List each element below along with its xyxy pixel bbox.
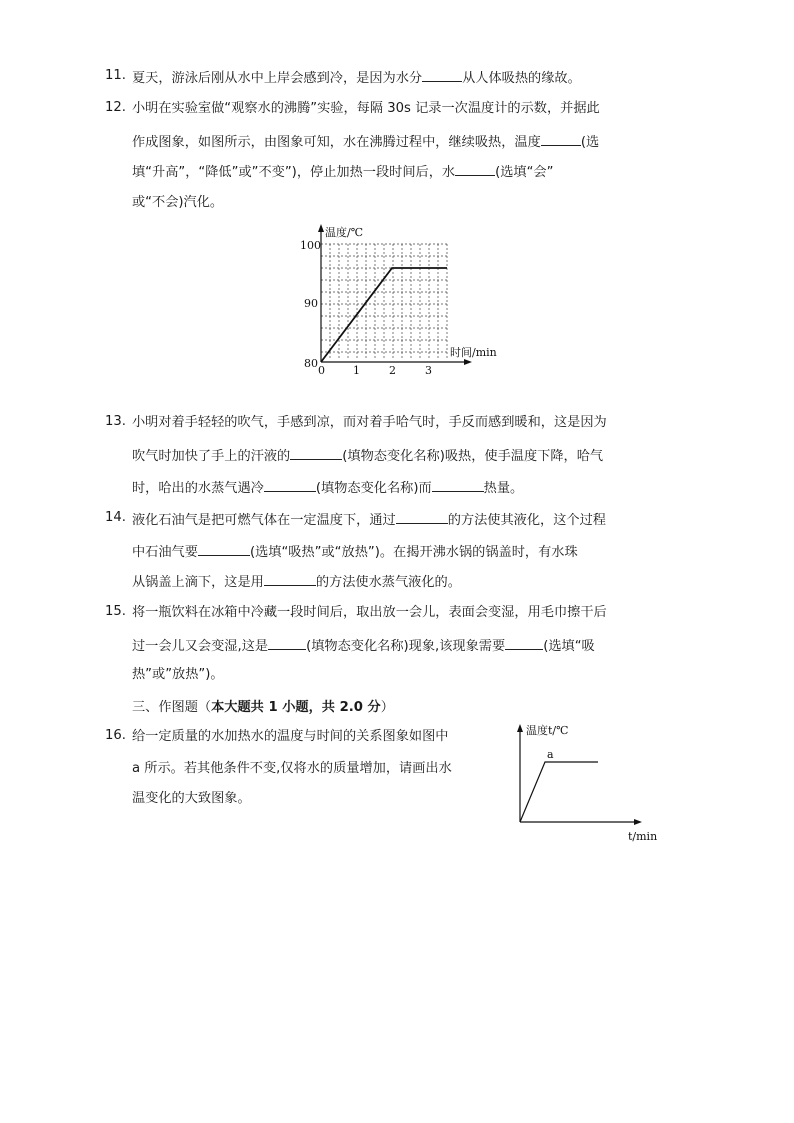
x-tick-label: 3	[425, 364, 432, 377]
text-segment: 从锅盖上滴下，这是用	[132, 575, 264, 590]
answer-blank[interactable]	[268, 636, 306, 650]
boiling-graph	[300, 222, 520, 382]
x-tick-label: 0	[318, 364, 325, 377]
y-axis-label: 温度t/℃	[526, 724, 569, 737]
section-title-end: ）	[380, 700, 394, 715]
section-score: 本大题共 1 小题，共 2.0 分	[211, 700, 381, 715]
question-text-line: 温变化的大致图象。	[132, 791, 251, 806]
text-segment: (选填“吸热”或“放热”)。在揭开沸水锅的锅盖时，有水珠	[249, 545, 578, 560]
answer-blank[interactable]	[455, 162, 495, 176]
y-tick-label: 100	[300, 239, 321, 252]
x-axis-arrow-icon	[464, 359, 472, 365]
curve-label: a	[547, 748, 554, 761]
question-text-line	[132, 68, 581, 88]
text-segment: 的方法使水蒸气液化的。	[315, 575, 461, 590]
y-axis-arrow-icon	[318, 224, 324, 232]
text-segment: (填物态变化名称)现象,该现象需要	[306, 639, 506, 654]
question-text-line	[132, 636, 595, 656]
x-tick-label: 2	[389, 364, 396, 377]
question-text-line: 小明在实验室做“观察水的沸腾”实验，每隔 30s 记录一次温度计的示数，并据此	[132, 101, 600, 116]
answer-blank[interactable]	[396, 510, 448, 524]
y-tick-label: 80	[304, 357, 318, 370]
question-text-line	[132, 132, 599, 152]
x-axis-label: 时间/min	[450, 346, 497, 359]
text-segment: 时，哈出的水蒸气遇冷	[132, 481, 264, 496]
section-header	[132, 696, 394, 715]
question-text-line	[132, 478, 523, 498]
text-segment: (选填“吸	[543, 639, 595, 654]
drawing-graph-svg	[508, 722, 668, 846]
answer-blank[interactable]	[264, 572, 316, 586]
answer-blank[interactable]	[264, 478, 316, 492]
text-segment: 从人体吸热的缘故。	[462, 71, 581, 86]
boiling-graph-svg	[300, 222, 520, 378]
answer-blank[interactable]	[422, 68, 462, 82]
answer-blank[interactable]	[198, 542, 250, 556]
question-text-line	[132, 542, 578, 562]
temperature-curve	[321, 268, 447, 362]
text-segment: 中石油气要	[132, 545, 198, 560]
answer-blank[interactable]	[432, 478, 484, 492]
question-text-line	[132, 446, 603, 466]
question-text-line: 热”或”放热”)。	[132, 667, 224, 682]
question-number: 16.	[105, 728, 126, 743]
y-axis-label: 温度/℃	[325, 226, 364, 239]
section-title: 三、作图题（	[132, 700, 212, 715]
question-number: 12.	[105, 100, 126, 115]
question-number: 11.	[105, 68, 126, 83]
answer-blank[interactable]	[541, 132, 581, 146]
text-segment: 液化石油气是把可燃气体在一定温度下，通过	[132, 513, 396, 528]
answer-blank[interactable]	[505, 636, 543, 650]
question-text-line: 小明对着手轻轻的吹气，手感到凉，而对着手哈气时，手反而感到暖和，这是因为	[132, 415, 607, 430]
question-text-line: 或“不会)汽化。	[132, 195, 224, 210]
x-tick-label: 1	[353, 364, 360, 377]
question-text-line: 给一定质量的水加热水的温度与时间的关系图象如图中	[132, 729, 449, 744]
question-text-line: 将一瓶饮料在冰箱中冷藏一段时间后，取出放一会儿，表面会变湿，用毛巾擦干后	[132, 605, 607, 620]
question-number: 15.	[105, 604, 126, 619]
text-segment: (填物态变化名称)吸热，使手温度下降，哈气	[342, 449, 604, 464]
question-number: 13.	[105, 414, 126, 429]
question-text-line	[132, 572, 461, 592]
text-segment: 热量。	[483, 481, 524, 496]
text-segment: 吹气时加快了手上的汗液的	[132, 449, 291, 464]
answer-blank[interactable]	[290, 446, 342, 460]
text-segment: 夏天，游泳后刚从水中上岸会感到冷，是因为水分	[132, 71, 423, 86]
question-text-line: a 所示。若其他条件不变,仅将水的质量增加，请画出水	[132, 761, 452, 776]
text-segment: 作成图象，如图所示，由图象可知，水在沸腾过程中，继续吸热，温度	[132, 135, 541, 150]
y-tick-label: 90	[304, 297, 318, 310]
question-text-line	[132, 510, 606, 530]
text-segment: 过一会儿又会变湿,这是	[132, 639, 269, 654]
y-axis-arrow-icon	[517, 724, 523, 732]
question-number: 14.	[105, 510, 126, 525]
text-segment: (选	[580, 135, 600, 150]
text-segment: 填“升高”，“降低”或”不变”)，停止加热一段时间后，水	[132, 165, 456, 180]
x-axis-label: t/min	[628, 830, 658, 843]
curve-a	[520, 762, 598, 822]
text-segment: (选填“会”	[495, 165, 554, 180]
text-segment: (填物态变化名称)而	[315, 481, 432, 496]
text-segment: 的方法使其液化，这个过程	[447, 513, 606, 528]
question-text-line	[132, 162, 553, 182]
drawing-graph	[508, 722, 668, 850]
x-axis-arrow-icon	[634, 819, 642, 825]
